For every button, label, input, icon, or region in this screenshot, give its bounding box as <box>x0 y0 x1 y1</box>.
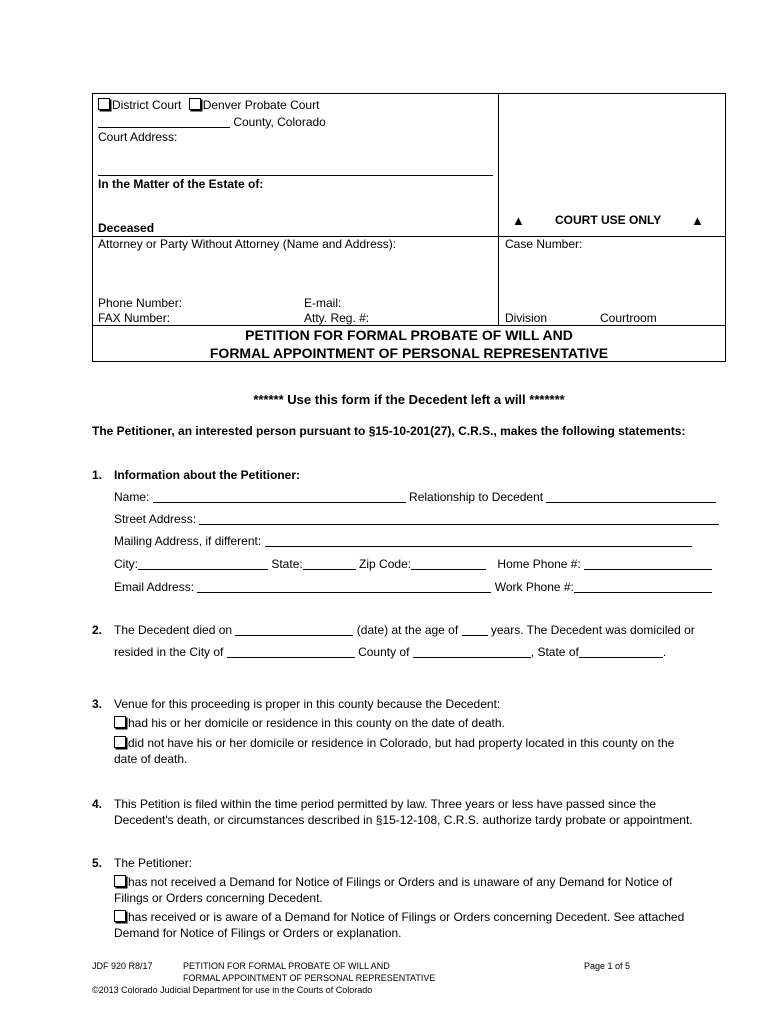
demand-option-1-checkbox[interactable] <box>114 875 126 887</box>
section-2-number: 2. <box>92 623 103 637</box>
court-use-only-label: COURT USE ONLY <box>555 213 662 227</box>
work-phone-label: Work Phone #: <box>494 580 574 594</box>
state-of-field[interactable] <box>579 646 663 658</box>
section-3-number: 3. <box>92 697 103 711</box>
footer-copyright: ©2013 Colorado Judicial Department for use in the Courts of Colorado <box>92 985 373 995</box>
attorney-label: Attorney or Party Without Attorney (Name and Address): <box>98 237 397 251</box>
name-row <box>114 490 716 504</box>
county-of-field[interactable] <box>413 646 531 658</box>
demand-option-1-label: has not received a Demand for Notice of Filings or Orders and is unaware of any Demand for Notice of <box>128 875 673 889</box>
zip-label: Zip Code: <box>359 557 412 571</box>
county-of-label: County of <box>358 645 410 659</box>
demand-option-1-line-2: Filings or Orders concerning Decedent. <box>114 891 323 905</box>
footer-title-line-1: PETITION FOR FORMAL PROBATE OF WILL AND <box>183 961 390 971</box>
footer-title-line-2: FORMAL APPOINTMENT OF PERSONAL REPRESENTATIVE <box>183 973 436 983</box>
estate-underline <box>98 175 493 176</box>
county-colorado-label: County, Colorado <box>233 115 326 129</box>
triangle-right-icon: ▲ <box>691 213 704 228</box>
home-phone-label: Home Phone #: <box>497 557 581 571</box>
name-label: Name: <box>114 490 150 504</box>
caption-vertical-divider <box>498 93 499 325</box>
courtroom-label: Courtroom <box>600 311 657 325</box>
city-row <box>114 557 712 571</box>
death-row <box>114 623 695 637</box>
demand-option-2-line-2: Demand for Notice of Filings or Orders or explanation. <box>114 926 402 940</box>
section-5-text: The Petitioner: <box>114 856 193 870</box>
matter-of-estate-label: In the Matter of the Estate of: <box>98 177 264 191</box>
case-number-label: Case Number: <box>505 237 583 251</box>
venue-option-2-line-2: date of death. <box>114 752 188 766</box>
residence-row <box>114 645 666 659</box>
city-label: City: <box>114 557 138 571</box>
deceased-label: Deceased <box>98 221 155 235</box>
court-selection <box>98 98 319 112</box>
venue-option-2-checkbox[interactable] <box>114 736 126 748</box>
relationship-field[interactable] <box>546 491 716 503</box>
mailing-address-label: Mailing Address, if different: <box>114 534 262 548</box>
court-address-label: Court Address: <box>98 130 178 144</box>
date-age-label: (date) at the age of <box>356 623 459 637</box>
demand-option-1 <box>114 875 672 889</box>
section-5-number: 5. <box>92 856 103 870</box>
form-title-line-2: FORMAL APPOINTMENT OF PERSONAL REPRESENTATIVE <box>209 345 609 361</box>
date-of-death-field[interactable] <box>235 624 353 636</box>
triangle-left-icon: ▲ <box>512 213 525 228</box>
email-label: E-mail: <box>304 296 342 310</box>
state-label: State: <box>271 557 303 571</box>
venue-option-1 <box>114 716 505 730</box>
work-phone-field[interactable] <box>574 581 712 593</box>
venue-option-2-label: did not have his or her domicile or residence in Colorado, but had property located in this county on the <box>128 736 675 750</box>
street-address-label: Street Address: <box>114 512 197 526</box>
footer-page-number: Page 1 of 5 <box>584 961 631 971</box>
resided-city-field[interactable] <box>227 646 355 658</box>
district-court-checkbox[interactable] <box>98 98 110 110</box>
fax-number-label: FAX Number: <box>98 311 171 325</box>
years-domiciled-label: years. The Decedent was domiciled or <box>490 623 695 637</box>
denver-probate-court-checkbox[interactable] <box>189 98 201 110</box>
age-field[interactable] <box>462 624 488 636</box>
name-field[interactable] <box>153 491 406 503</box>
section-1-heading: Information about the Petitioner: <box>114 468 300 482</box>
relationship-label: Relationship to Decedent <box>409 490 544 504</box>
caption-divider-2 <box>92 325 726 326</box>
footer-form-id: JDF 920 R8/17 <box>92 961 153 971</box>
email-address-field[interactable] <box>197 581 491 593</box>
home-phone-field[interactable] <box>584 558 712 570</box>
mailing-address-field[interactable] <box>265 535 692 547</box>
demand-option-2 <box>114 910 684 924</box>
resided-city-label: resided in the City of <box>114 645 224 659</box>
street-address-field[interactable] <box>199 513 719 525</box>
state-of-period: . <box>662 645 667 659</box>
mailing-row <box>114 534 692 548</box>
city-field[interactable] <box>138 558 268 570</box>
venue-option-1-checkbox[interactable] <box>114 716 126 728</box>
died-on-label: The Decedent died on <box>114 623 233 637</box>
street-row <box>114 512 719 526</box>
will-notice: ****** Use this form if the Decedent left a will ******* <box>253 392 565 407</box>
county-line <box>98 115 326 129</box>
section-1-number: 1. <box>92 468 103 482</box>
demand-option-2-label: has received or is aware of a Demand for Notice of Filings or Orders concerning Decedent. See attached <box>128 910 685 924</box>
section-4-line-2: Decedent's death, or circumstances described in §15-12-108, C.R.S. authorize tardy probate or appointment. <box>114 813 693 827</box>
email-row <box>114 580 712 594</box>
district-court-label: District Court <box>112 98 182 112</box>
county-field[interactable] <box>98 116 230 128</box>
division-label: Division <box>505 311 548 325</box>
zip-field[interactable] <box>411 558 486 570</box>
denver-probate-court-label: Denver Probate Court <box>202 98 320 112</box>
petitioner-intro: The Petitioner, an interested person pursuant to §15-10-201(27), C.R.S., makes the following statements: <box>92 424 686 438</box>
state-field[interactable] <box>303 558 356 570</box>
venue-option-2 <box>114 736 674 750</box>
email-address-label: Email Address: <box>114 580 195 594</box>
state-of-label: , State of <box>530 645 579 659</box>
section-4-number: 4. <box>92 797 103 811</box>
venue-option-1-label: had his or her domicile or residence in this county on the date of death. <box>128 716 505 730</box>
form-title-line-1: PETITION FOR FORMAL PROBATE OF WILL AND <box>245 327 573 343</box>
atty-reg-label: Atty. Reg. #: <box>304 311 370 325</box>
section-4-line-1: This Petition is filed within the time period permitted by law. Three years or less have passed since the <box>114 797 657 811</box>
venue-text: Venue for this proceeding is proper in this county because the Decedent: <box>114 697 501 711</box>
phone-number-label: Phone Number: <box>98 296 183 310</box>
demand-option-2-checkbox[interactable] <box>114 910 126 922</box>
